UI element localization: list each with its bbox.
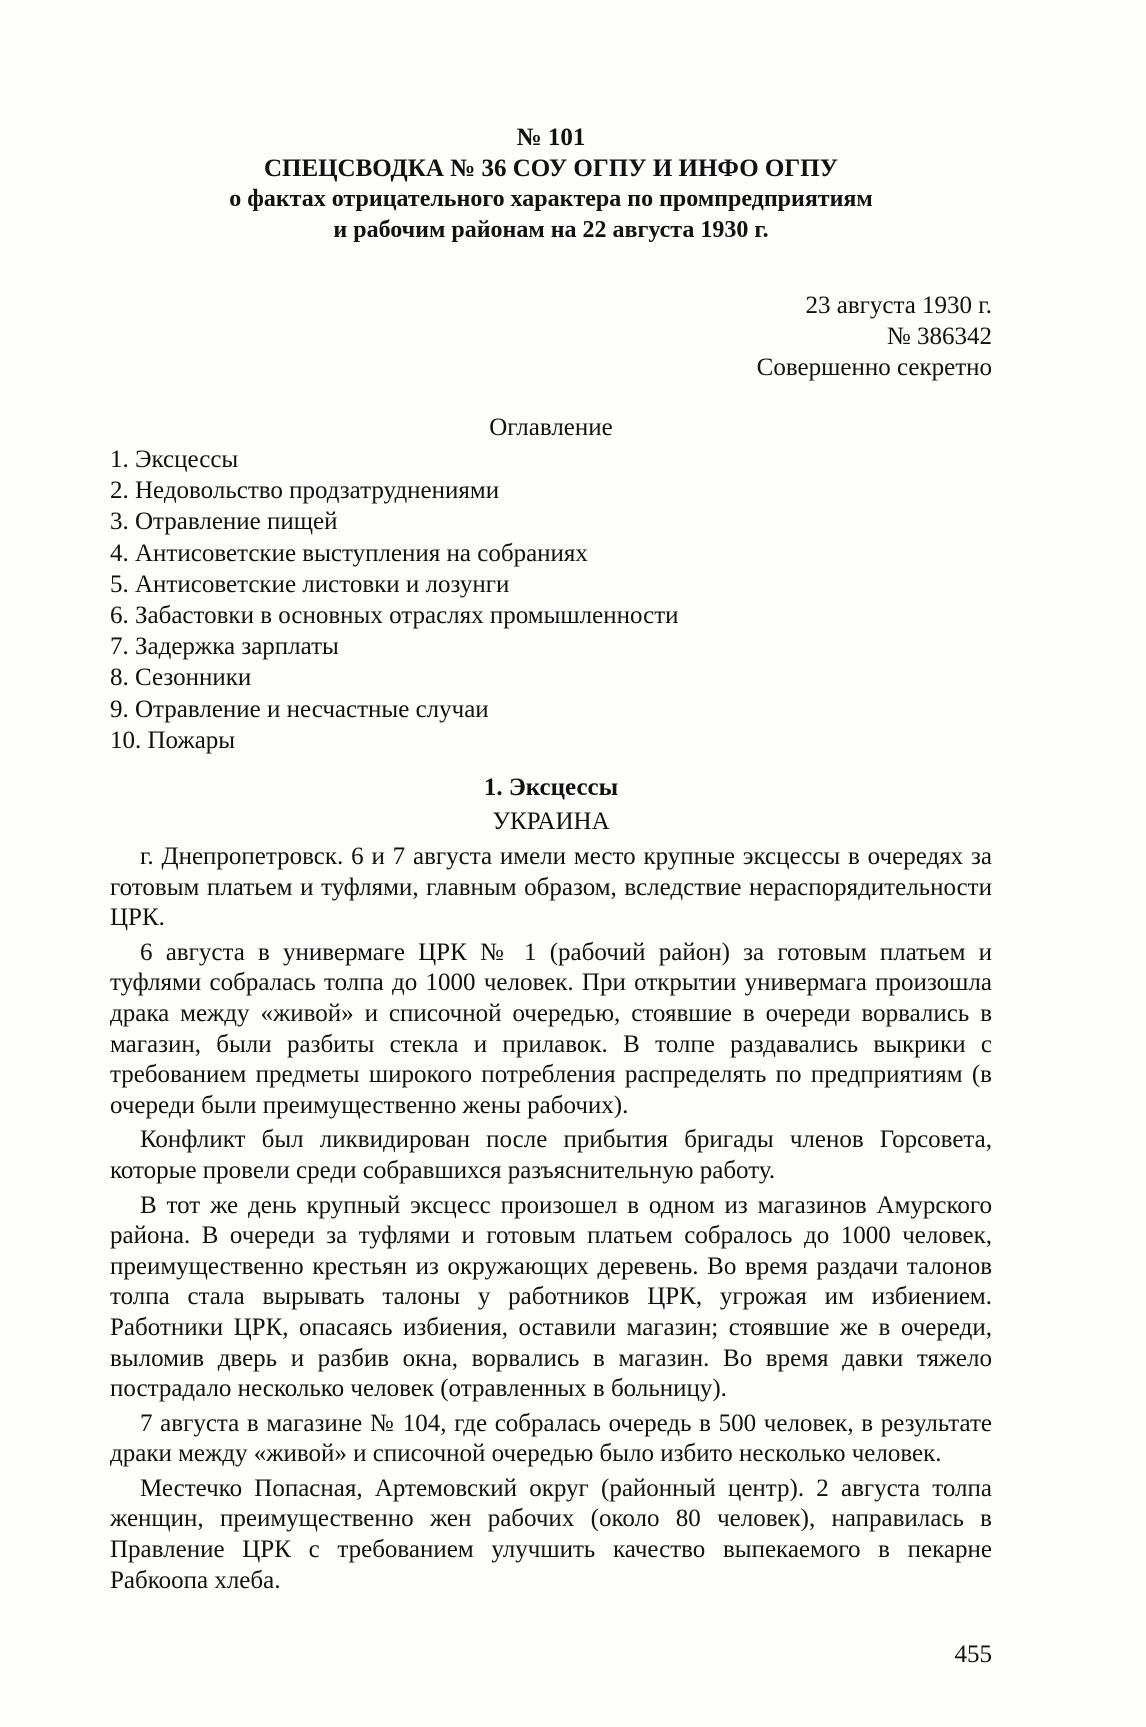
- toc-item: 8. Сезонники: [110, 664, 252, 692]
- document-date: 23 августа 1930 г.: [805, 292, 992, 319]
- page-number: 455: [954, 1641, 992, 1668]
- toc-item: 10. Пожары: [110, 726, 236, 754]
- body-paragraph: Местечко Попасная, Артемовский округ (районный центр). 2 августа толпа женщин, преимущественно жен рабочих (около 80 человек), направилась в Правление ЦРК с требованием улучшить качество выпекаемого в пекарне Рабкоопа хлеба.: [110, 1474, 992, 1594]
- document-meta: [110, 290, 992, 383]
- document-subtitle-line-2: и рабочим районам на 22 августа 1930 г.: [333, 217, 769, 243]
- section-body: [110, 842, 992, 1600]
- region-heading: УКРАИНА: [492, 808, 610, 835]
- body-paragraph: В тот же день крупный эксцесс произошел в одном из магазинов Амурского района. В очереди за туфлями и готовым платьем собралось до 1000 человек, преимущественно крестьян из окружающих деревень. Во время раздачи талонов толпа стала вырывать талоны у работников ЦРК, угрожая им избиением. Работники ЦРК, опасаясь избиения, оставили магазин; стоявшие же в очереди, выломив дверь и разбив окна, ворвались в магазин. Во время давки тяжело пострадало несколько человек (отравленных в больницу).: [110, 1191, 992, 1403]
- document-title: СПЕЦСВОДКА № 36 СОУ ОГПУ И ИНФО ОГПУ: [263, 155, 839, 182]
- body-paragraph: 6 августа в универмаге ЦРК № 1 (рабочий район) за готовым платьем и туфлями собралась толпа до 1000 человек. При открытии универмага произошла драка между «живой» и списочной очередью, стоявшие в очереди ворвались в магазин, были разбиты стекла и прилавок. В толпе раздавались выкрики с требованием предметы широкого потребления распределять по предприятиям (в очереди были преимущественно жены рабочих).: [110, 938, 992, 1119]
- toc-item: 3. Отравление пищей: [110, 508, 338, 536]
- body-paragraph: 7 августа в магазине № 104, где собралась очередь в 500 человек, в результате драки между «живой» и списочной очередью было избито несколько человек.: [110, 1409, 992, 1468]
- classification-label: Совершенно секретно: [756, 354, 992, 381]
- body-paragraph: Конфликт был ликвидирован после прибытия бригады членов Горсовета, которые провели среди собравшихся разъяснительную работу.: [110, 1126, 992, 1184]
- toc-item: 1. Эксцессы: [110, 446, 239, 473]
- table-of-contents: [110, 444, 992, 756]
- document-reg-number: № 386342: [886, 323, 992, 350]
- document-header: [110, 122, 992, 246]
- toc-item: 7. Задержка зарплаты: [110, 633, 339, 661]
- toc-item: 4. Антисоветские выступления на собраниях: [110, 539, 588, 567]
- toc-item: 2. Недовольство продзатруднениями: [110, 477, 500, 505]
- body-paragraph: г. Днепропетровск. 6 и 7 августа имели место крупные эксцессы в очередях за готовым платьем и туфлями, главным образом, вследствие нераспорядительности ЦРК.: [110, 843, 992, 932]
- document-subtitle-line-1: о фактах отрицательного характера по промпредприятиям: [229, 186, 873, 212]
- toc-item: 9. Отравление и несчастные случаи: [110, 695, 489, 723]
- section-heading: 1. Эксцессы: [483, 774, 619, 801]
- toc-item: 5. Антисоветские листовки и лозунги: [110, 570, 510, 598]
- toc-title: Оглавление: [489, 414, 613, 441]
- toc-item: 6. Забастовки в основных отраслях промышленности: [110, 602, 679, 630]
- document-number: № 101: [516, 124, 586, 151]
